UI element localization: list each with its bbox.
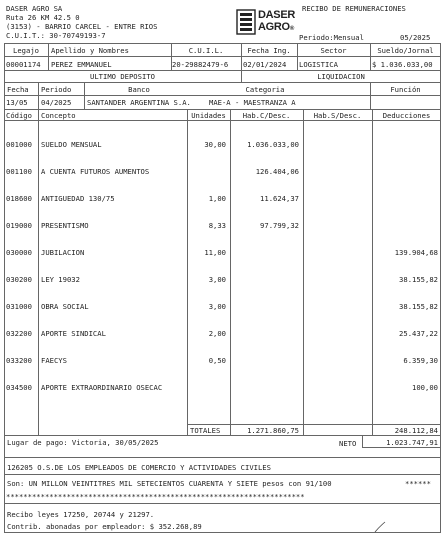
table-row-hab-c [230,356,299,365]
totals-hab-c: 1.271.860,75 [247,426,299,435]
employee-legajo: 00001174 [6,60,41,69]
period-value: 05/2025 [400,33,431,42]
employee-salary: $ 1.036.033,00 [372,60,433,69]
table-row-concept: PRESENTISMO [41,221,89,230]
deposit-header-bank: Banco [128,85,150,94]
table-row-hab-c [230,329,299,338]
table-row-hab-c [230,275,299,284]
totals-deductions: 248.112,84 [394,426,438,435]
table-row-code: 001100 [6,167,32,176]
table-row-concept: FAECYS [41,356,67,365]
table-row-hab-s [303,167,368,176]
employee-header-legajo: Legajo [13,46,39,55]
table-row-concept: A CUENTA FUTUROS AUMENTOS [41,167,150,176]
table-row-code: 001000 [6,140,32,149]
employee-header-name: Apellido y Nombres [51,46,129,55]
stars-divider: ********************************************************************* [6,492,305,501]
logo-text-bottom: AGRO® [258,21,294,33]
company-name: DASER AGRO SA [6,4,63,13]
signature-mark [373,521,387,533]
table-row-code: 019000 [6,221,32,230]
table-row-units [187,383,226,392]
table-row-hab-c: 1.036.033,00 [247,140,299,149]
table-row-concept: OBRA SOCIAL [41,302,89,311]
company-logo [236,9,296,37]
social-work: 126205 O.S.DE LOS EMPLEADOS DE COMERCIO Y ACTIVIDADES CIVILES [7,463,271,472]
neto-label: NETO [339,439,357,448]
table-row-units: 3,00 [208,302,226,311]
table-row-units: 1,00 [208,194,226,203]
table-row-code: 034500 [6,383,32,392]
table-row-hab-c: 11.624,37 [260,194,299,203]
table-row-hab-s [303,329,368,338]
table-row-deduction: 6.359,30 [403,356,438,365]
deposit-bank: SANTANDER ARGENTINA S.A. [87,98,191,107]
liquidation-title: LIQUIDACION [317,72,365,81]
table-row-hab-c [230,248,299,257]
table-row-hab-s [303,356,368,365]
employee-header-date: Fecha Ing. [247,46,291,55]
table-row-units: 0,50 [208,356,226,365]
table-row-hab-s [303,221,368,230]
table-row-hab-c [230,383,299,392]
deposit-period: 04/2025 [41,98,72,107]
table-row-concept: SUELDO MENSUAL [41,140,102,149]
neto-value: 1.023.747,91 [386,438,438,447]
table-row-hab-c: 97.799,32 [260,221,299,230]
table-row-hab-s [303,383,368,392]
deposit-header-category: Categoria [245,85,285,94]
payment-place: Lugar de pago: Victoria, 30/05/2025 [7,438,159,447]
employer-contributions: Contrib. abonadas por empleador: $ 352.268,89 [7,522,202,531]
table-row-units [187,167,226,176]
items-header-deductions: Deducciones [382,111,431,120]
employee-cuil: 20-29882479-6 [172,60,229,69]
table-row-deduction: 100,00 [412,383,438,392]
table-row-units: 11,00 [204,248,226,257]
items-header-hab-s: Hab.S/Desc. [313,111,362,120]
table-row-deduction: 139.904,68 [394,248,438,257]
table-row-deduction: 25.437,22 [399,329,438,338]
table-row-code: 033200 [6,356,32,365]
employee-date: 02/01/2024 [243,60,287,69]
table-row-concept: APORTE SINDICAL [41,329,106,338]
table-row-concept: JUBILACION [41,248,85,257]
deposit-date: 13/05 [6,98,28,107]
table-row-hab-c [230,302,299,311]
period-label: Periodo:Mensual [299,33,364,42]
amount-in-words: Son: UN MILLON VEINTITRES MIL SETECIENTOS CUARENTA Y SIETE pesos con 91/100 [7,479,332,488]
logo-text-top: DASER [258,9,296,21]
table-row-deduction: 38.155,82 [399,302,438,311]
table-row-code: 032200 [6,329,32,338]
table-row-hab-s [303,194,368,203]
table-row-deduction [372,167,438,176]
table-row-concept: LEY 19032 [41,275,80,284]
items-header-concept: Concepto [41,111,76,120]
last-deposit-title: ULTIMO DEPOSITO [90,72,155,81]
employee-header-cuil: C.U.I.L. [188,46,224,55]
table-row-units: 3,00 [208,275,226,284]
amount-stars: ****** [405,479,431,488]
items-header-code: Código [6,111,32,120]
table-row-deduction [372,140,438,149]
logo-mark-icon [236,9,256,35]
items-header-units: Unidades [191,111,226,120]
table-row-deduction: 38.155,82 [399,275,438,284]
table-row-code: 018600 [6,194,32,203]
table-row-code: 031000 [6,302,32,311]
company-locality: (3153) - BARRIO CARCEL - ENTRE RIOS [6,22,158,31]
table-row-hab-s [303,302,368,311]
table-row-deduction [372,221,438,230]
table-row-hab-s [303,275,368,284]
table-row-hab-s [303,140,368,149]
table-row-units: 2,00 [208,329,226,338]
table-row-units: 30,00 [204,140,226,149]
items-header-hab-c: Hab.C/Desc. [242,111,291,120]
deposit-category: MAE-A - MAESTRANZA A [209,98,296,107]
table-row-hab-c: 126.404,06 [255,167,299,176]
laws-text: Recibo leyes 17250, 20744 y 21297. [7,510,155,519]
table-row-code: 030200 [6,275,32,284]
totals-label: TOTALES [190,426,221,435]
receipt-title: RECIBO DE REMUNERACIONES [302,4,406,13]
company-address: Ruta 26 KM 42.5 0 [6,13,80,22]
table-row-units: 8,33 [208,221,226,230]
deposit-header-period: Periodo [41,85,72,94]
table-row-concept: APORTE EXTRAORDINARIO OSECAC [41,383,163,392]
table-row-code: 030000 [6,248,32,257]
deposit-header-date: Fecha [7,85,29,94]
company-cuit: C.U.I.T.: 30-70749193-7 [6,31,106,40]
employee-header-sector: Sector [320,46,347,55]
items-table-body [0,122,445,392]
employee-sector: LOGISTICA [299,60,338,69]
table-row-hab-s [303,248,368,257]
table-row-concept: ANTIGUEDAD 130/75 [41,194,115,203]
employee-name: PEREZ EMMANUEL [51,60,112,69]
table-row-deduction [372,194,438,203]
employee-header-salary: Sueldo/Jornal [377,46,434,55]
deposit-header-function: Función [390,85,421,94]
